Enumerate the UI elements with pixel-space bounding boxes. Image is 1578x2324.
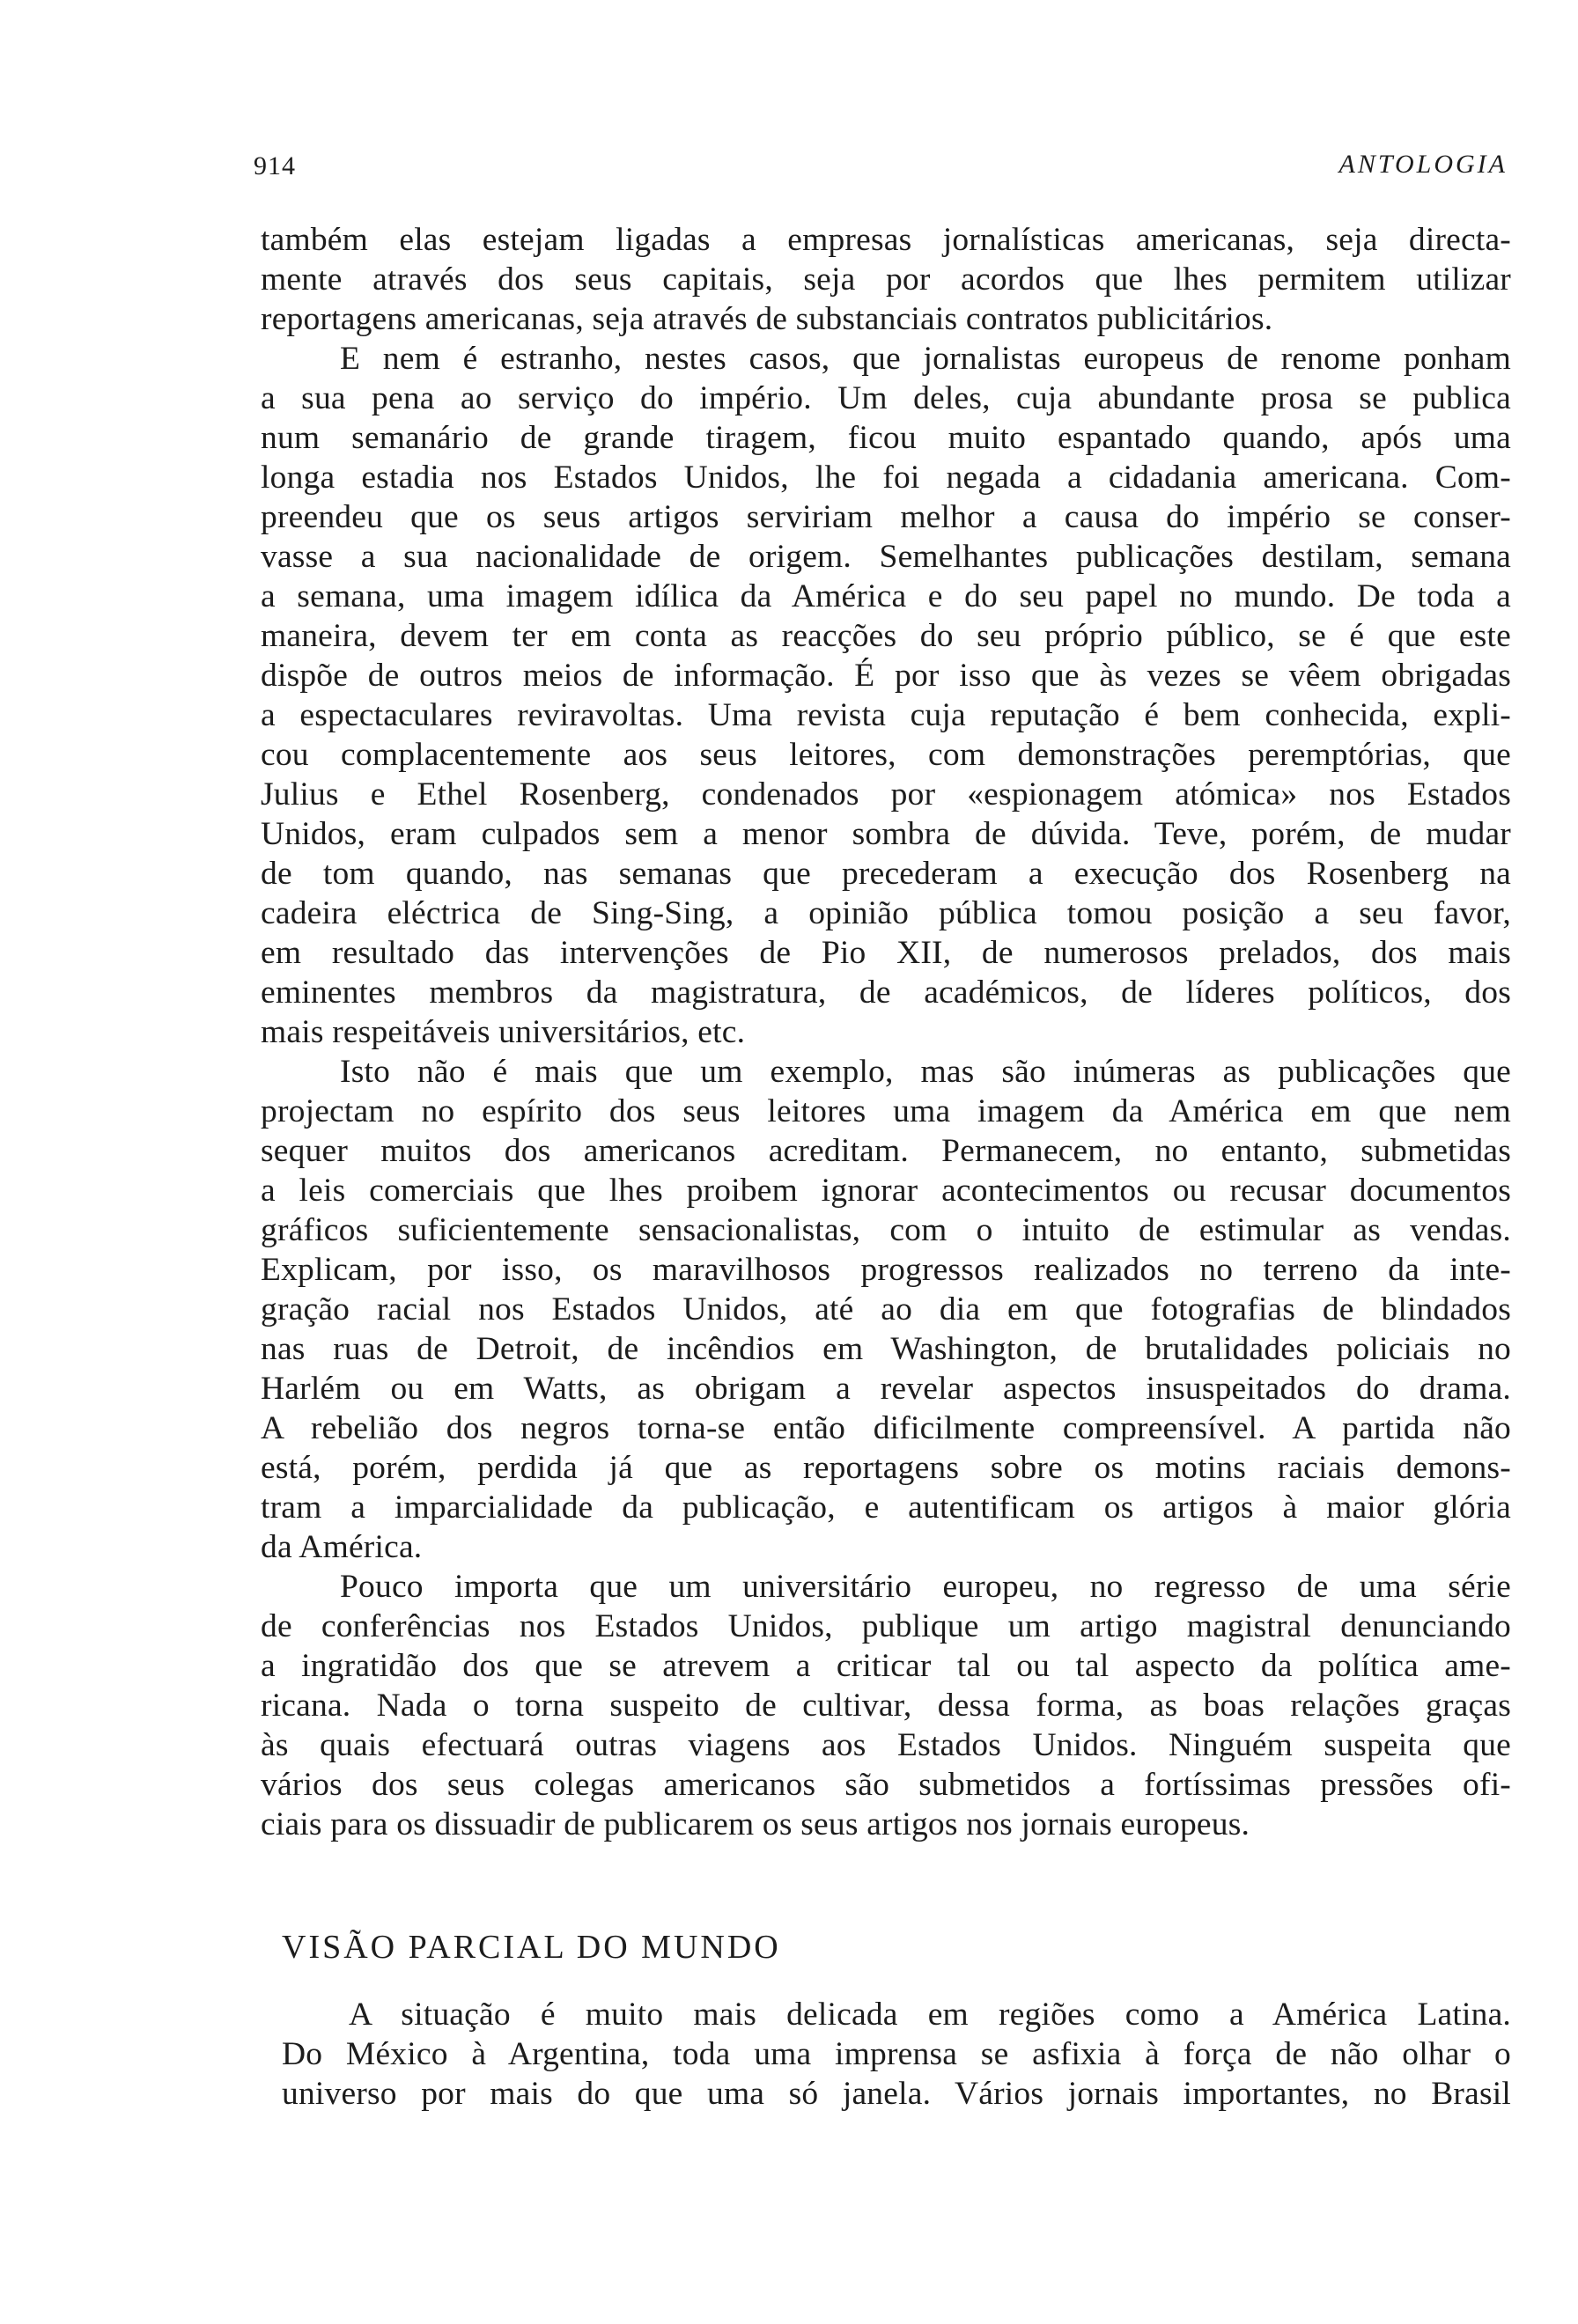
text-line: nas ruas de Detroit, de incêndios em Washington, de brutalidades policiais no	[261, 1331, 1511, 1367]
text-line: mente através dos seus capitais, seja por acordos que lhes permitem utilizar	[261, 261, 1511, 298]
text-line: num semanário de grande tiragem, ficou muito espantado quando, após uma	[261, 420, 1511, 456]
text-line: Do México à Argentina, toda uma imprensa se asfixia à força de não olhar o	[282, 2036, 1511, 2072]
text-line: Isto não é mais que um exemplo, mas são inúmeras as publicações que	[340, 1054, 1511, 1090]
text-line: vasse a sua nacionalidade de origem. Semelhantes publicações destilam, semana	[261, 539, 1511, 575]
text-line: maneira, devem ter em conta as reacções do seu próprio público, se é que este	[261, 618, 1511, 654]
text-line: Unidos, eram culpados sem a menor sombra de dúvida. Teve, porém, de mudar	[261, 816, 1511, 852]
text-line: cou complacentemente aos seus leitores, com demonstrações peremptórias, que	[261, 737, 1511, 773]
body-text	[261, 220, 1511, 1844]
text-line: mais respeitáveis universitários, etc.	[261, 1014, 746, 1050]
text-line: cadeira eléctrica de Sing-Sing, a opinião pública tomou posição a seu favor,	[261, 895, 1511, 931]
text-line: preendeu que os seus artigos serviriam melhor a causa do império se conser-	[261, 499, 1511, 535]
text-line: eminentes membros da magistratura, de académicos, de líderes políticos, dos	[261, 974, 1511, 1011]
text-line: de tom quando, nas semanas que precederam a execução dos Rosenberg na	[261, 856, 1511, 892]
text-line: Harlém ou em Watts, as obrigam a revelar aspectos insuspeitados do drama.	[261, 1371, 1511, 1407]
text-line: reportagens americanas, seja através de substanciais contratos publicitários.	[261, 301, 1273, 337]
text-line: ciais para os dissuadir de publicarem os seus artigos nos jornais europeus.	[261, 1806, 1250, 1842]
text-line: em resultado das intervenções de Pio XII, de numerosos prelados, dos mais	[261, 935, 1511, 971]
text-line: Pouco importa que um universitário europeu, no regresso de uma série	[340, 1569, 1511, 1605]
text-line: a espectaculares reviravoltas. Uma revista cuja reputação é bem conhecida, expli-	[261, 697, 1511, 733]
text-line: gráficos suficientemente sensacionalistas, com o intuito de estimular as vendas.	[261, 1212, 1511, 1248]
text-line: A situação é muito mais delicada em regiões como a América Latina.	[349, 1997, 1511, 2033]
section-heading: VISÃO PARCIAL DO MUNDO	[282, 1929, 781, 1966]
text-line: A rebelião dos negros torna-se então dificilmente compreensível. A partida não	[261, 1410, 1511, 1446]
text-line: às quais efectuará outras viagens aos Estados Unidos. Ninguém suspeita que	[261, 1727, 1511, 1763]
text-line: gração racial nos Estados Unidos, até ao dia em que fotografias de blindados	[261, 1291, 1511, 1327]
section-paragraph	[282, 1995, 1511, 2114]
text-line: universo por mais do que uma só janela. Vários jornais importantes, no Brasil	[282, 2076, 1511, 2112]
text-line: também elas estejam ligadas a empresas jornalísticas americanas, seja directa-	[261, 222, 1511, 258]
text-line: dispõe de outros meios de informação. É por isso que às vezes se vêem obrigadas	[261, 658, 1511, 694]
paragraph-2	[261, 339, 1511, 1052]
text-line: tram a imparcialidade da publicação, e autentificam os artigos à maior glória	[261, 1489, 1511, 1526]
text-line: a sua pena ao serviço do império. Um deles, cuja abundante prosa se publica	[261, 380, 1511, 416]
text-line: a leis comerciais que lhes proibem ignorar acontecimentos ou recusar documentos	[261, 1173, 1511, 1209]
paragraph-4	[261, 1567, 1511, 1844]
text-line: a ingratidão dos que se atrevem a criticar tal ou tal aspecto da política ame-	[261, 1648, 1511, 1684]
paragraph-3	[261, 1052, 1511, 1567]
text-line: longa estadia nos Estados Unidos, lhe foi negada a cidadania americana. Com-	[261, 460, 1511, 496]
text-line: sequer muitos dos americanos acreditam. Permanecem, no entanto, submetidas	[261, 1133, 1511, 1169]
text-line: E nem é estranho, nestes casos, que jornalistas europeus de renome ponham	[340, 341, 1511, 377]
page-number: 914	[254, 151, 296, 180]
running-head: ANTOLOGIA	[1338, 150, 1508, 179]
text-line: ricana. Nada o torna suspeito de cultivar, dessa forma, as boas relações graças	[261, 1688, 1511, 1724]
text-line: está, porém, perdida já que as reportagens sobre os motins raciais demons-	[261, 1450, 1511, 1486]
text-line: Explicam, por isso, os maravilhosos progressos realizados no terreno da inte-	[261, 1252, 1511, 1288]
text-line: a semana, uma imagem idílica da América e do seu papel no mundo. De toda a	[261, 578, 1511, 614]
paragraph-1	[261, 220, 1511, 339]
text-line: da América.	[261, 1529, 423, 1565]
text-line: vários dos seus colegas americanos são submetidos a fortíssimas pressões ofi-	[261, 1767, 1511, 1803]
text-line: de conferências nos Estados Unidos, publique um artigo magistral denunciando	[261, 1608, 1511, 1644]
text-line: projectam no espírito dos seus leitores uma imagem da América em que nem	[261, 1093, 1511, 1129]
text-line: Julius e Ethel Rosenberg, condenados por «espionagem atómica» nos Estados	[261, 776, 1511, 813]
